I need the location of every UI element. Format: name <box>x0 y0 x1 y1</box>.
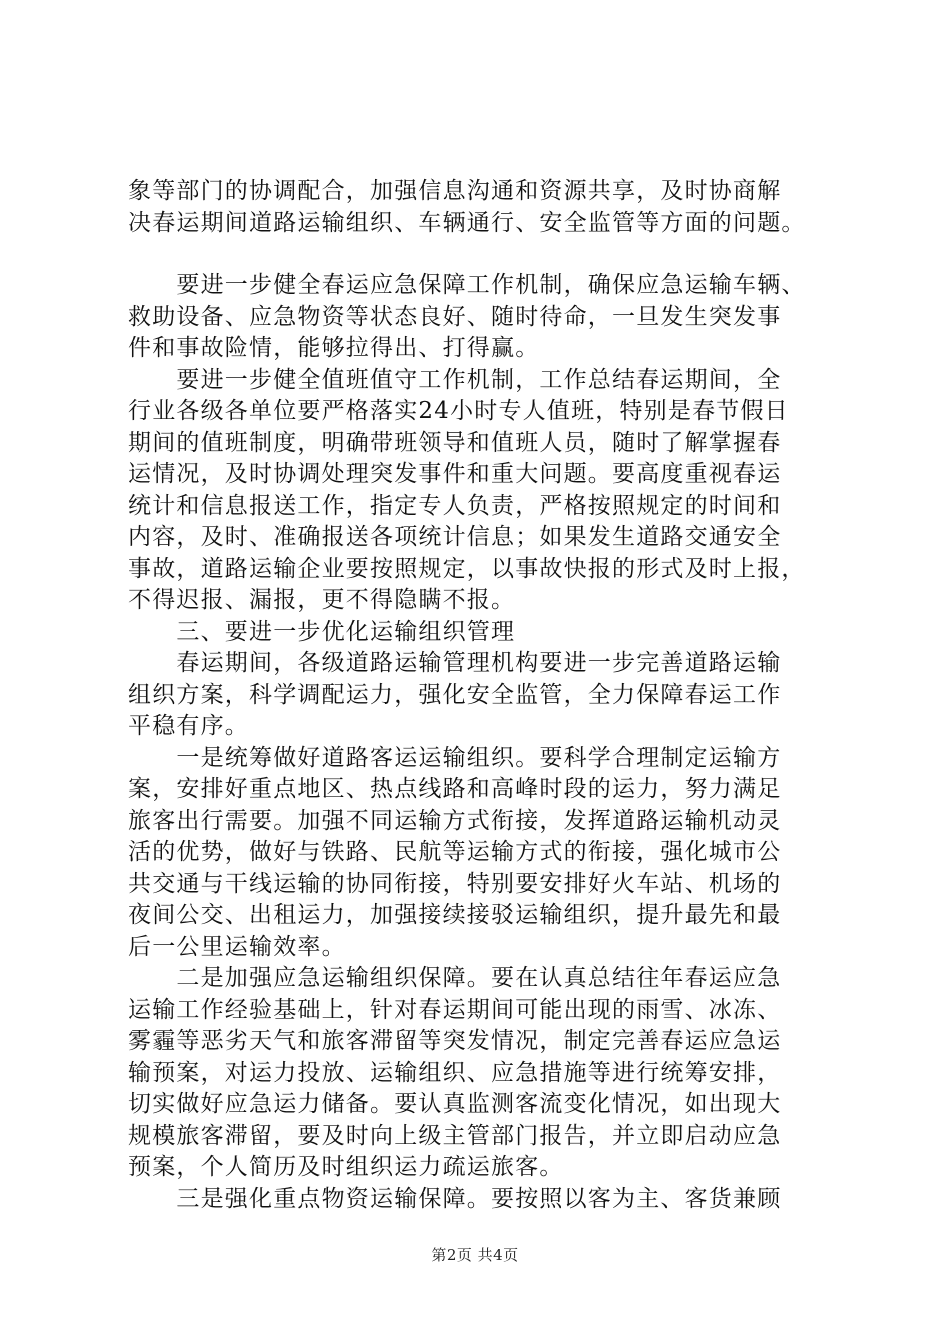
text-line: 决春运期间道路运输组织、车辆通行、安全监管等方面的问题。 <box>128 209 806 236</box>
text-line: 行业各级各单位要严格落实24小时专人值班，特别是春节假日 <box>128 398 789 424</box>
text-line: 件和事故险情，能够拉得出、打得赢。 <box>128 335 540 361</box>
text-line: 运输工作经验基础上，针对春运期间可能出现的雨雪、冰冻、 <box>128 996 782 1023</box>
text-line: 春运期间，各级道路运输管理机构要进一步完善道路运输 <box>128 650 782 676</box>
text-line: 要进一步健全值班值守工作机制，工作总结春运期间，全 <box>128 366 782 393</box>
text-line: 要进一步健全春运应急保障工作机制，确保应急运输车辆、 <box>128 272 806 298</box>
text-line: 二是加强应急运输组织保障。要在认真总结往年春运应急 <box>128 965 782 991</box>
text-line: 后一公里运输效率。 <box>128 933 346 960</box>
text-line: 输预案，对运力投放、运输组织、应急措施等进行统筹安排， <box>128 1059 782 1086</box>
text-line: 旅客出行需要。加强不同运输方式衔接，发挥道路运输机动灵 <box>128 807 782 834</box>
page-footer: 第2页 共4页 <box>431 1246 519 1264</box>
paragraph-block-main <box>128 270 848 1215</box>
text-line: 切实做好应急运力储备。要认真监测客流变化情况，如出现大 <box>128 1091 782 1117</box>
text-line: 象等部门的协调配合，加强信息沟通和资源共享，及时协商解 <box>128 178 782 204</box>
text-line: 三、要进一步优化运输组织管理 <box>128 618 516 645</box>
text-line: 平稳有序。 <box>128 713 249 739</box>
text-line: 不得迟报、漏报，更不得隐瞒不报。 <box>128 587 516 613</box>
text-line: 运情况，及时协调处理突发事件和重大问题。要高度重视春运 <box>128 461 782 487</box>
paragraph-block-top <box>128 176 848 239</box>
text-line: 救助设备、应急物资等状态良好、随时待命，一旦发生突发事 <box>128 303 782 330</box>
text-line: 预案，个人简历及时组织运力疏运旅客。 <box>128 1154 564 1180</box>
text-line: 组织方案，科学调配运力，强化安全监管，全力保障春运工作 <box>128 681 782 708</box>
text-line: 夜间公交、出租运力，加强接续接驳运输组织，提升最先和最 <box>128 902 782 928</box>
text-line: 规模旅客滞留，要及时向上级主管部门报告，并立即启动应急 <box>128 1122 782 1149</box>
text-line: 案，安排好重点地区、热点线路和高峰时段的运力，努力满足 <box>128 776 782 802</box>
text-line: 共交通与干线运输的协同衔接，特别要安排好火车站、机场的 <box>128 870 782 897</box>
text-line: 统计和信息报送工作，指定专人负责，严格按照规定的时间和 <box>128 492 782 519</box>
text-line: 期间的值班制度，明确带班领导和值班人员，随时了解掌握春 <box>128 429 782 456</box>
text-line: 活的优势，做好与铁路、民航等运输方式的衔接，强化城市公 <box>128 839 782 865</box>
text-line: 三是强化重点物资运输保障。要按照以客为主、客货兼顾 <box>128 1185 782 1212</box>
text-line: 雾霾等恶劣天气和旅客滞留等突发情况，制定完善春运应急运 <box>128 1028 782 1054</box>
text-line: 一是统筹做好道路客运运输组织。要科学合理制定运输方 <box>128 744 782 771</box>
text-line: 事故，道路运输企业要按照规定，以事故快报的形式及时上报， <box>128 555 806 582</box>
text-line: 内容，及时、准确报送各项统计信息；如果发生道路交通安全 <box>128 524 782 550</box>
